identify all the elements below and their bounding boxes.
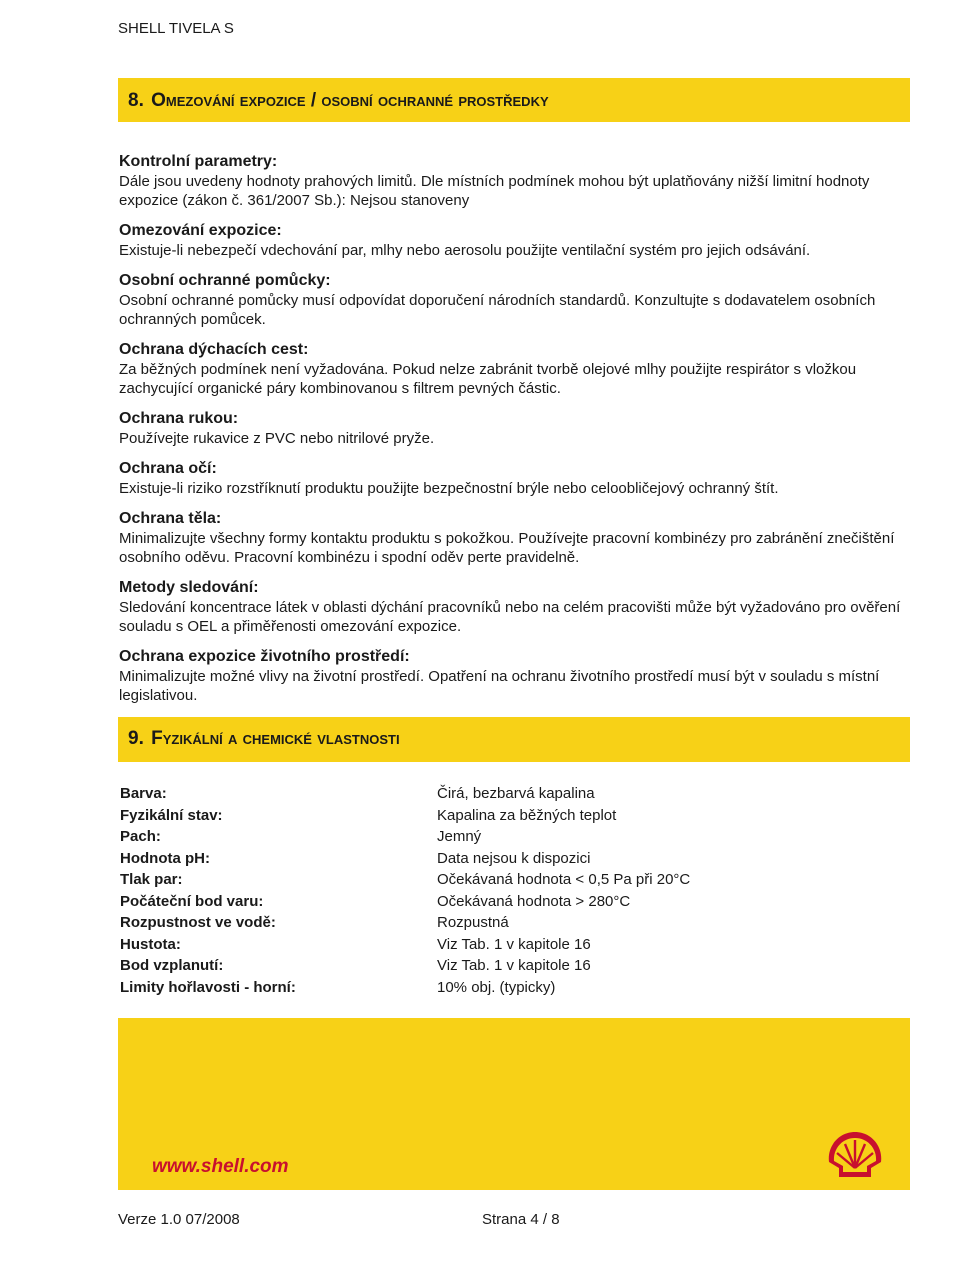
block-heading: Ochrana očí: [119, 460, 217, 477]
section-8-heading [118, 78, 910, 122]
property-label: Počáteční bod varu: [120, 892, 264, 910]
info-block [119, 220, 909, 260]
shell-pecten-logo-icon [825, 1128, 885, 1184]
version-info: Verze 1.0 07/2008 [118, 1211, 240, 1228]
info-block [119, 646, 909, 705]
footer-banner [118, 1018, 910, 1190]
block-heading: Ochrana expozice životního prostředí: [119, 648, 410, 665]
property-label: Tlak par: [120, 871, 183, 889]
table-row [120, 869, 900, 891]
property-value: Data nejsou k dispozici [437, 849, 591, 867]
table-row [120, 826, 900, 848]
info-block [119, 339, 909, 398]
property-value: Viz Tab. 1 v kapitole 16 [437, 957, 591, 975]
block-text: Sledování koncentrace látek v oblasti dýchání pracovníků nebo na celém pracovišti může být vyžadováno pro ověření souladu s OEL a přiměřenosti omezování expozice. [119, 599, 901, 635]
property-label: Hodnota pH: [120, 849, 210, 867]
property-value: Kapalina za běžných teplot [437, 806, 617, 824]
property-value: Čirá, bezbarvá kapalina [437, 785, 595, 803]
table-row [120, 934, 900, 956]
property-value: Rozpustná [437, 914, 509, 932]
page-number: Strana 4 / 8 [482, 1211, 560, 1228]
property-value: Očekávaná hodnota < 0,5 Pa při 20°C [437, 871, 691, 889]
property-label: Bod vzplanutí: [120, 957, 224, 975]
info-block [119, 408, 909, 448]
block-heading: Kontrolní parametry: [119, 153, 278, 170]
website-logo-text[interactable]: www.shell.com [152, 1156, 289, 1177]
section-8-number: 8. [128, 90, 144, 111]
section-9-number: 9. [128, 728, 144, 749]
property-value: Viz Tab. 1 v kapitole 16 [437, 935, 591, 953]
info-block [119, 508, 909, 567]
table-row [120, 955, 900, 977]
block-text: Minimalizujte všechny formy kontaktu produktu s pokožkou. Používejte pracovní kombinézy pro zabránění znečištění osobního oděvu. Pracovní kombinézu i spodní oděv perte pravidelně. [119, 530, 895, 566]
block-text: Minimalizujte možné vlivy na životní prostředí. Opatření na ochranu životního prostředí musí být v souladu s místní legislativou. [119, 668, 880, 704]
property-value: Očekávaná hodnota > 280°C [437, 892, 631, 910]
block-heading: Ochrana dýchacích cest: [119, 341, 309, 358]
property-label: Limity hořlavosti - horní: [120, 978, 296, 996]
table-row [120, 848, 900, 870]
info-block [119, 577, 909, 636]
block-heading: Osobní ochranné pomůcky: [119, 272, 331, 289]
table-row [120, 805, 900, 827]
section-9-heading [118, 717, 910, 762]
block-heading: Omezování expozice: [119, 222, 282, 239]
property-value: 10% obj. (typicky) [437, 978, 556, 996]
info-block [119, 151, 909, 210]
table-row [120, 912, 900, 934]
table-row [120, 783, 900, 805]
section-9-title: Fyzikální a chemické vlastnosti [151, 728, 400, 749]
properties-table [120, 783, 900, 998]
table-row [120, 891, 900, 913]
property-label: Rozpustnost ve vodě: [120, 914, 276, 932]
block-heading: Ochrana těla: [119, 510, 222, 527]
section-8-content [119, 151, 909, 715]
property-label: Pach: [120, 828, 161, 846]
property-label: Hustota: [120, 935, 181, 953]
block-heading: Ochrana rukou: [119, 410, 239, 427]
block-text: Existuje-li nebezpečí vdechování par, mlhy nebo aerosolu použijte ventilační systém pro jejich odsávání. [119, 242, 811, 259]
block-text: Za běžných podmínek není vyžadována. Pokud nelze zabránit tvorbě olejové mlhy použijte respirátor s vložkou zachycující organické páry kombinovanou s filtrem pevných částic. [119, 361, 857, 397]
block-text: Osobní ochranné pomůcky musí odpovídat doporučení národních standardů. Konzultujte s dodavatelem osobních ochranných pomůcek. [119, 292, 876, 328]
block-heading: Metody sledování: [119, 579, 259, 596]
document-title: SHELL TIVELA S [118, 20, 234, 37]
block-text: Dále jsou uvedeny hodnoty prahových limitů. Dle místních podmínek mohou být uplatňovány nižší limitní hodnoty expozice (zákon č. 361/2007 Sb.): Nejsou stanoveny [119, 173, 870, 209]
info-block [119, 270, 909, 329]
section-8-title: Omezování expozice / osobní ochranné prostředky [151, 90, 549, 111]
block-text: Používejte rukavice z PVC nebo nitrilové pryže. [119, 430, 435, 447]
info-block [119, 458, 909, 498]
property-value: Jemný [437, 828, 482, 846]
property-label: Fyzikální stav: [120, 806, 223, 824]
block-text: Existuje-li riziko rozstříknutí produktu použijte bezpečnostní brýle nebo celoobličejový ochranný štít. [119, 480, 779, 497]
table-row [120, 977, 900, 999]
property-label: Barva: [120, 785, 167, 803]
